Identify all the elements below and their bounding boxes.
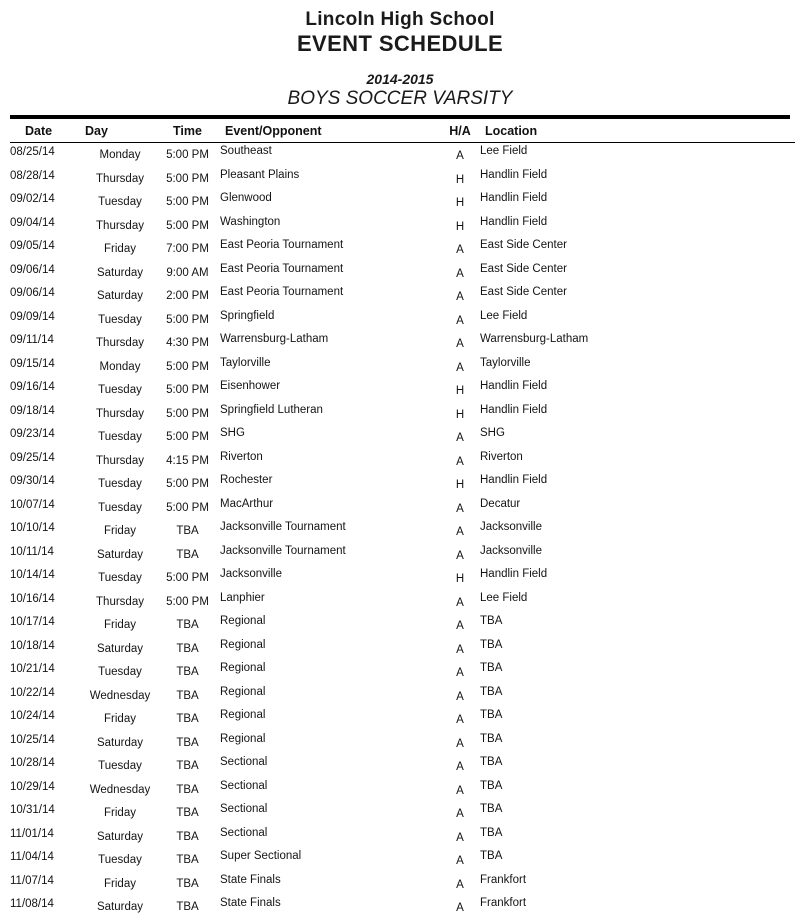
cell-day: Friday — [104, 243, 136, 255]
cell-ha: A — [456, 338, 464, 350]
cell-location: TBA — [480, 638, 503, 651]
cell-day: Thursday — [96, 454, 144, 467]
table-row — [10, 895, 795, 918]
cell-location: TBA — [480, 709, 503, 721]
cell-location: TBA — [480, 826, 503, 839]
cell-event: Glenwood — [220, 192, 272, 204]
cell-day: Friday — [104, 713, 136, 725]
cell-event: State Finals — [220, 897, 281, 909]
cell-event: SHG — [220, 427, 245, 439]
cell-date: 10/10/14 — [10, 522, 55, 534]
cell-location: TBA — [480, 662, 503, 674]
cell-location: Lee Field — [480, 309, 528, 322]
column-header-day: Day — [85, 119, 155, 143]
cell-date: 09/23/14 — [10, 428, 55, 440]
cell-day: Friday — [104, 877, 136, 890]
cell-event: Sectional — [220, 826, 268, 839]
cell-ha: A — [456, 643, 464, 656]
cell-time: 5:00 PM — [166, 149, 209, 161]
cell-time: 5:00 PM — [166, 313, 209, 326]
cell-event: Taylorville — [220, 356, 271, 369]
cell-date: 10/18/14 — [10, 639, 55, 652]
cell-ha: A — [456, 902, 464, 914]
cell-date: 10/07/14 — [10, 498, 55, 511]
cell-event: State Finals — [220, 873, 281, 886]
schedule-table — [10, 119, 795, 918]
cell-time: 5:00 PM — [166, 384, 209, 396]
cell-ha: A — [456, 314, 464, 327]
cell-ha: A — [456, 690, 464, 703]
cell-date: 11/07/14 — [10, 874, 54, 887]
cell-location: Riverton — [480, 450, 523, 463]
cell-time: TBA — [176, 760, 199, 772]
column-header-location: Location — [480, 119, 795, 143]
cell-event: Warrensburg-Latham — [220, 333, 329, 345]
cell-time: 7:00 PM — [166, 243, 209, 255]
cell-day: Wednesday — [89, 783, 151, 796]
cell-time: TBA — [176, 783, 199, 796]
cell-date: 11/01/14 — [10, 827, 54, 840]
cell-time: 5:00 PM — [166, 478, 209, 490]
cell-event: Sectional — [220, 756, 268, 768]
cell-day: Tuesday — [98, 854, 142, 866]
cell-date: 10/22/14 — [10, 686, 55, 699]
cell-date: 09/06/14 — [10, 287, 55, 299]
cell-ha: A — [456, 150, 464, 162]
cell-date: 09/05/14 — [10, 240, 55, 252]
column-header-ha: H/A — [440, 119, 480, 143]
school-name: Lincoln High School — [305, 9, 495, 30]
cell-location: TBA — [480, 850, 503, 862]
cell-date: 10/31/14 — [10, 804, 55, 816]
cell-time: TBA — [176, 642, 199, 655]
cell-time: 5:00 PM — [166, 572, 209, 584]
cell-ha: A — [456, 549, 464, 562]
team-label: BOYS SOCCER VARSITY — [287, 88, 513, 109]
cell-date: 10/21/14 — [10, 663, 55, 675]
cell-event: Springfield — [220, 309, 275, 322]
cell-ha: H — [455, 173, 465, 186]
cell-location: Taylorville — [480, 356, 531, 369]
cell-ha: H — [455, 408, 465, 421]
cell-time: 5:00 PM — [166, 407, 209, 420]
cell-event: East Peoria Tournament — [220, 239, 344, 251]
cell-day: Saturday — [96, 548, 144, 561]
cell-ha: A — [456, 267, 464, 280]
cell-ha: A — [456, 761, 464, 773]
cell-day: Saturday — [96, 736, 144, 749]
cell-location: TBA — [480, 756, 503, 768]
cell-date: 11/04/14 — [10, 851, 54, 863]
cell-event: Riverton — [220, 450, 263, 463]
cell-time: 5:00 PM — [166, 196, 209, 208]
cell-ha: A — [456, 432, 464, 444]
cell-date: 10/24/14 — [10, 710, 55, 722]
cell-location: Handlin Field — [480, 168, 548, 181]
cell-time: TBA — [176, 830, 199, 843]
cell-ha: A — [456, 784, 464, 797]
cell-ha: A — [456, 526, 464, 538]
cell-ha: H — [455, 220, 465, 233]
cell-ha: A — [456, 878, 464, 891]
cell-date: 09/09/14 — [10, 310, 55, 323]
cell-location: Warrensburg-Latham — [480, 333, 589, 345]
cell-day: Thursday — [96, 407, 144, 420]
cell-ha: A — [456, 455, 464, 468]
cell-location: TBA — [480, 685, 503, 698]
cell-date: 10/14/14 — [10, 569, 55, 581]
document-header — [0, 0, 800, 110]
cell-time: TBA — [176, 736, 199, 749]
cell-time: TBA — [176, 713, 199, 725]
cell-location: Lee Field — [480, 591, 528, 604]
cell-day: Saturday — [96, 266, 144, 279]
cell-time: 5:00 PM — [166, 172, 209, 185]
cell-time: TBA — [176, 807, 199, 819]
cell-date: 09/04/14 — [10, 216, 55, 229]
column-header-date: Date — [10, 119, 85, 143]
cell-date: 10/29/14 — [10, 780, 55, 793]
cell-day: Tuesday — [98, 666, 142, 678]
cell-location: SHG — [480, 427, 505, 439]
cell-location: East Side Center — [480, 239, 567, 251]
cell-time: TBA — [176, 901, 199, 913]
cell-day: Thursday — [96, 219, 144, 232]
cell-location: Handlin Field — [480, 380, 548, 392]
cell-location: Handlin Field — [480, 215, 548, 228]
cell-location: Decatur — [480, 497, 521, 510]
cell-ha: A — [456, 808, 464, 820]
cell-location: Handlin Field — [480, 474, 548, 486]
cell-time: 5:00 PM — [166, 219, 209, 232]
cell-location: Jacksonville — [480, 544, 542, 557]
cell-date: 09/18/14 — [10, 404, 55, 417]
cell-location: Handlin Field — [480, 192, 548, 204]
cell-date: 09/15/14 — [10, 357, 55, 370]
cell-date: 09/02/14 — [10, 193, 55, 205]
cell-ha: A — [456, 831, 464, 844]
cell-ha: A — [456, 502, 464, 515]
cell-date: 09/25/14 — [10, 451, 55, 464]
cell-day: Thursday — [96, 172, 144, 185]
document-title: EVENT SCHEDULE — [296, 31, 504, 56]
cell-event: Springfield Lutheran — [220, 403, 323, 416]
cell-time: 5:00 PM — [166, 360, 209, 373]
column-header-event: Event/Opponent — [220, 119, 440, 143]
cell-location: Lee Field — [480, 145, 528, 157]
cell-date: 10/25/14 — [10, 733, 55, 746]
cell-location: East Side Center — [480, 262, 567, 275]
cell-time: TBA — [176, 666, 199, 678]
cell-location: TBA — [480, 803, 503, 815]
cell-event: Regional — [220, 662, 266, 674]
cell-event: Sectional — [220, 803, 268, 815]
cell-ha: H — [455, 197, 465, 209]
cell-ha: A — [456, 291, 464, 303]
cell-event: Jacksonville Tournament — [220, 521, 346, 533]
cell-time: 4:15 PM — [166, 454, 209, 467]
cell-ha: A — [456, 714, 464, 726]
cell-ha: H — [455, 385, 465, 397]
cell-day: Tuesday — [98, 313, 142, 326]
cell-location: Handlin Field — [480, 403, 548, 416]
cell-location: Frankfort — [480, 897, 527, 909]
cell-date: 08/28/14 — [10, 169, 55, 182]
cell-event: Sectional — [220, 779, 268, 792]
cell-day: Friday — [104, 525, 136, 537]
cell-event: Lanphier — [220, 591, 265, 604]
cell-date: 10/16/14 — [10, 592, 55, 605]
schedule-body — [10, 143, 795, 918]
cell-location: Handlin Field — [480, 568, 548, 580]
cell-time: 4:30 PM — [166, 337, 209, 349]
cell-day: Saturday — [96, 290, 144, 302]
column-header-time: Time — [155, 119, 220, 143]
cell-event: Eisenhower — [220, 380, 281, 392]
cell-ha: A — [456, 620, 464, 632]
cell-event: Rochester — [220, 474, 273, 486]
season-label: 2014-2015 — [366, 71, 434, 87]
cell-event: Pleasant Plains — [220, 168, 300, 181]
cell-ha: A — [456, 855, 464, 867]
cell-ha: A — [456, 244, 464, 256]
cell-event: Jacksonville Tournament — [220, 544, 346, 557]
cell-day: Tuesday — [98, 572, 142, 584]
cell-time: 5:00 PM — [166, 595, 209, 608]
cell-time: TBA — [176, 525, 199, 537]
cell-event: East Peoria Tournament — [220, 262, 344, 275]
cell-day: Saturday — [96, 642, 144, 655]
cell-date: 09/11/14 — [10, 334, 54, 346]
cell-time: TBA — [176, 689, 199, 702]
cell-event: Regional — [220, 709, 266, 721]
cell-time: 2:00 PM — [166, 290, 209, 302]
cell-ha: H — [455, 479, 465, 491]
cell-event: Regional — [220, 685, 266, 698]
cell-day: Saturday — [96, 830, 144, 843]
cell-ha: A — [456, 361, 464, 374]
cell-event: Regional — [220, 615, 266, 627]
cell-date: 09/06/14 — [10, 263, 55, 276]
cell-location: Frankfort — [480, 873, 527, 886]
cell-time: 5:00 PM — [166, 431, 209, 443]
cell-time: TBA — [176, 877, 199, 890]
cell-time: TBA — [176, 619, 199, 631]
cell-event: East Peoria Tournament — [220, 286, 344, 298]
cell-time: TBA — [176, 854, 199, 866]
cell-location: TBA — [480, 779, 503, 792]
cell-date: 10/28/14 — [10, 757, 55, 769]
cell-date: 09/16/14 — [10, 381, 55, 393]
cell-day: Monday — [99, 149, 141, 161]
cell-event: Super Sectional — [220, 850, 302, 862]
cell-day: Saturday — [96, 901, 144, 913]
cell-event: Southeast — [220, 145, 272, 157]
cell-day: Friday — [104, 619, 136, 631]
cell-ha: A — [456, 596, 464, 609]
cell-time: 9:00 AM — [166, 266, 209, 279]
cell-event: Regional — [220, 732, 266, 745]
cell-date: 10/17/14 — [10, 616, 55, 628]
cell-day: Tuesday — [98, 478, 142, 490]
cell-day: Tuesday — [98, 501, 142, 514]
cell-ha: A — [456, 737, 464, 750]
cell-day: Thursday — [96, 337, 144, 349]
cell-day: Wednesday — [89, 689, 151, 702]
cell-location: East Side Center — [480, 286, 567, 298]
cell-ha: H — [455, 573, 465, 585]
cell-time: 5:00 PM — [166, 501, 209, 514]
cell-time: TBA — [176, 548, 199, 561]
cell-date: 11/08/14 — [10, 898, 54, 910]
cell-day: Tuesday — [98, 760, 142, 772]
cell-event: Jacksonville — [220, 568, 282, 580]
cell-ha: A — [456, 667, 464, 679]
cell-event: MacArthur — [220, 497, 274, 510]
cell-location: TBA — [480, 615, 503, 627]
cell-date: 09/30/14 — [10, 475, 55, 487]
cell-day: Monday — [99, 360, 141, 373]
cell-event: Washington — [220, 215, 281, 228]
cell-day: Thursday — [96, 595, 144, 608]
cell-date: 08/25/14 — [10, 146, 55, 158]
cell-event: Regional — [220, 638, 266, 651]
cell-day: Tuesday — [98, 196, 142, 208]
cell-day: Tuesday — [98, 431, 142, 443]
cell-location: Jacksonville — [480, 521, 542, 533]
cell-day: Friday — [104, 807, 136, 819]
cell-day: Tuesday — [98, 384, 142, 396]
cell-location: TBA — [480, 732, 503, 745]
cell-date: 10/11/14 — [10, 545, 54, 558]
